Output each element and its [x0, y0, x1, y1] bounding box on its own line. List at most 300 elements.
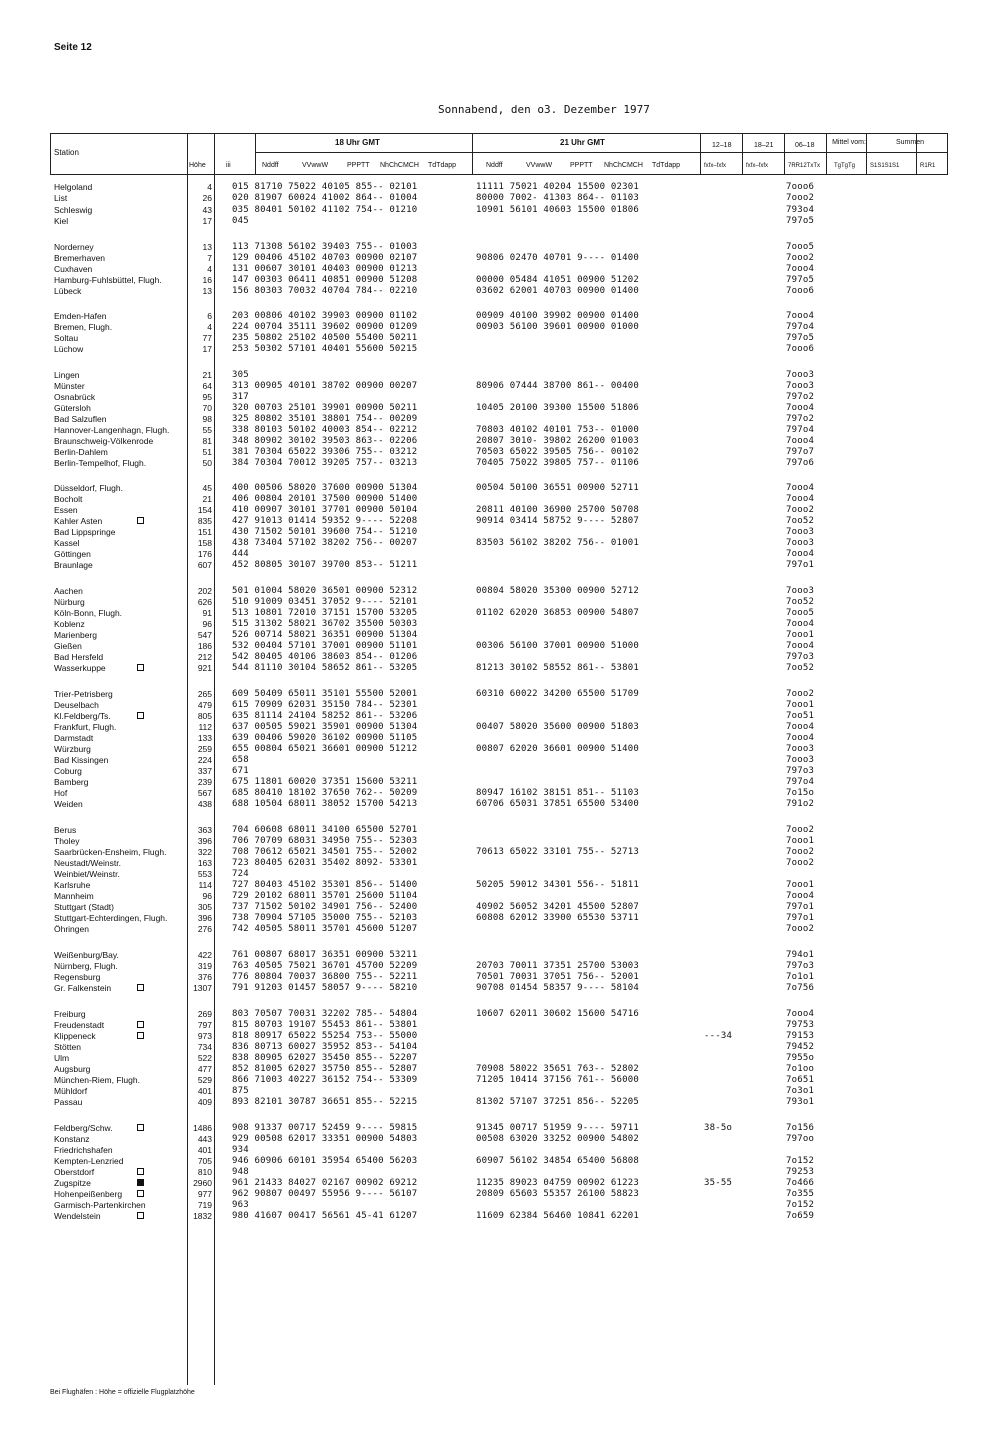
station-hoehe: 239	[197, 777, 212, 787]
mittel-value: 7ooo6	[786, 182, 815, 192]
station-name: Gr. Falkenstein	[54, 983, 112, 993]
station-name: Kassel	[54, 538, 80, 548]
station-name: Bad Salzuflen	[54, 414, 107, 424]
table-row	[0, 193, 950, 204]
obs-18-gmt: 763 40505 75021 36701 45700 52209	[232, 961, 418, 971]
station-hoehe: 1832	[193, 1211, 212, 1221]
square-marker	[137, 1124, 144, 1131]
obs-21-gmt: 81213 30102 58552 861-- 53801	[476, 663, 639, 673]
square-marker	[137, 1212, 144, 1219]
station-name: Freiburg	[54, 1009, 86, 1019]
mittel-value: 7ooo4	[786, 641, 815, 651]
table-row	[0, 253, 950, 264]
mittel-value: 7ooo1	[786, 630, 815, 640]
obs-18-gmt: 544 81110 30104 58652 861-- 53205	[232, 663, 418, 673]
obs-18-gmt: 526 00714 58021 36351 00900 51304	[232, 630, 418, 640]
station-name: Aachen	[54, 586, 83, 596]
station-name: Stuttgart-Echterdingen, Flugh.	[54, 913, 168, 923]
mittel-value: 7ooo2	[786, 253, 815, 263]
square-marker	[137, 517, 144, 524]
station-hoehe: 322	[197, 847, 212, 857]
station-name: Stötten	[54, 1042, 81, 1052]
mittel-value: 7ooo2	[786, 847, 815, 857]
station-name: Braunschweig-Völkenrode	[54, 436, 154, 446]
table-row	[0, 891, 950, 902]
station-name: Saarbrücken-Ensheim, Flugh.	[54, 847, 167, 857]
station-name: Soltau	[54, 333, 79, 343]
mittel-value: 7ooo3	[786, 527, 815, 537]
station-name: Essen	[54, 505, 78, 515]
header-station: Station	[54, 148, 79, 157]
obs-18-gmt: 147 00303 06411 40851 00900 51208	[232, 275, 418, 285]
station-hoehe: 202	[197, 586, 212, 596]
table-row	[0, 436, 950, 447]
obs-18-gmt: 235 50802 25102 40500 55400 50211	[232, 333, 418, 343]
table-row	[0, 311, 950, 322]
obs-18-gmt: 737 71502 50102 34901 756-- 52400	[232, 902, 418, 912]
mittel-value: 797oo	[786, 1134, 815, 1144]
obs-18-gmt: 742 40505 58011 35701 45600 51207	[232, 924, 418, 934]
obs-18-gmt: 658	[232, 755, 249, 765]
table-row	[0, 913, 950, 924]
table-row	[0, 858, 950, 869]
obs-18-gmt: 305	[232, 370, 249, 380]
station-name: Frankfurt, Flugh.	[54, 722, 117, 732]
station-name: Konstanz	[54, 1134, 90, 1144]
station-name: Osnabrück	[54, 392, 96, 402]
table-row	[0, 1189, 950, 1200]
station-name: Schleswig	[54, 205, 93, 215]
station-name: Münster	[54, 381, 85, 391]
mittel-value: 7ooo6	[786, 286, 815, 296]
station-hoehe: 114	[198, 880, 212, 890]
station-hoehe: 186	[197, 641, 212, 651]
station-hoehe: 259	[197, 744, 212, 754]
mittel-value: 7ooo4	[786, 891, 815, 901]
mittel-value: 7ooo1	[786, 836, 815, 846]
station-hoehe: 921	[197, 663, 212, 673]
square-marker	[137, 1190, 144, 1197]
mittel-value: 79253	[786, 1167, 815, 1177]
station-name: Kl.Feldberg/Ts.	[54, 711, 111, 721]
obs-18-gmt: 852 81005 62027 35750 855-- 52807	[232, 1064, 418, 1074]
mittel-value: 7ooo4	[786, 311, 815, 321]
station-hoehe: 95	[202, 392, 212, 402]
station-hoehe: 43	[202, 205, 212, 215]
station-name: Hof	[54, 788, 68, 798]
mittel-value: 7ooo2	[786, 858, 815, 868]
obs-21-gmt: 90708 01454 58357 9---- 58104	[476, 983, 639, 993]
mittel-value: 7ooo4	[786, 403, 815, 413]
square-marker	[137, 984, 144, 991]
header-mittel: Mittel vom:	[832, 139, 866, 146]
table-row	[0, 516, 950, 527]
obs-21-gmt: 00909 40100 39902 00900 01400	[476, 311, 639, 321]
mittel-value: 7955o	[786, 1053, 815, 1063]
obs-18-gmt: 325 80802 35101 38801 754-- 00209	[232, 414, 418, 424]
table-row	[0, 1145, 950, 1156]
obs-21-gmt: 40902 56052 34201 45500 52807	[476, 902, 639, 912]
table-row	[0, 425, 950, 436]
station-hoehe: 479	[197, 700, 212, 710]
obs-18-gmt: 020 81907 60024 41002 864-- 01004	[232, 193, 418, 203]
station-name: Braunlage	[54, 560, 93, 570]
header-nh-18: NhChCMCH	[380, 162, 419, 169]
station-hoehe: 522	[197, 1053, 212, 1063]
mittel-value: 794o1	[786, 950, 815, 960]
station-hoehe: 45	[202, 483, 212, 493]
obs-18-gmt: 400 00506 58020 37600 00900 51304	[232, 483, 418, 493]
station-hoehe: 163	[197, 858, 212, 868]
table-row	[0, 788, 950, 799]
obs-21-gmt: 20809 65603 55357 26100 58823	[476, 1189, 639, 1199]
mittel-value: 7ooo2	[786, 689, 815, 699]
obs-18-gmt: 542 80405 40106 38603 854-- 01206	[232, 652, 418, 662]
table-row	[0, 414, 950, 425]
footnote: Bei Flughäfen : Höhe = offizielle Flugplatzhöhe	[50, 1389, 195, 1396]
table-row	[0, 264, 950, 275]
station-hoehe: 805	[197, 711, 212, 721]
mittel-value: 7ooo5	[786, 608, 815, 618]
obs-18-gmt: 948	[232, 1167, 249, 1177]
obs-18-gmt: 671	[232, 766, 249, 776]
station-hoehe: 4	[207, 322, 212, 332]
table-row	[0, 1053, 950, 1064]
station-name: Weiden	[54, 799, 83, 809]
table-row	[0, 1200, 950, 1211]
obs-21-gmt: 90914 03414 58752 9---- 52807	[476, 516, 639, 526]
mittel-value: 7ooo1	[786, 880, 815, 890]
station-hoehe: 1307	[193, 983, 212, 993]
station-hoehe: 396	[197, 836, 212, 846]
obs-21-gmt: 60907 56102 34854 65400 56808	[476, 1156, 639, 1166]
obs-18-gmt: 513 10801 72010 37151 15700 53205	[232, 608, 418, 618]
table-row	[0, 458, 950, 469]
station-name: Düsseldorf, Flugh.	[54, 483, 123, 493]
table-row	[0, 700, 950, 711]
obs-21-gmt: 70613 65022 33101 755-- 52713	[476, 847, 639, 857]
mittel-value: 7o466	[786, 1178, 815, 1188]
table-row	[0, 494, 950, 505]
station-hoehe: 98	[202, 414, 212, 424]
obs-18-gmt: 501 01004 58020 36501 00900 52312	[232, 586, 418, 596]
mittel-value: 7ooo2	[786, 924, 815, 934]
station-hoehe: 438	[197, 799, 212, 809]
mittel-value: 7ooo3	[786, 538, 815, 548]
mittel-value: 793o4	[786, 205, 815, 215]
station-name: Bamberg	[54, 777, 89, 787]
obs-18-gmt: 980 41607 00417 56561 45-41 61207	[232, 1211, 418, 1221]
table-row	[0, 597, 950, 608]
mittel-value: 797o5	[786, 216, 815, 226]
obs-21-gmt: 90806 02470 40701 9---- 01400	[476, 253, 639, 263]
obs-18-gmt: 635 81114 24104 58252 861-- 53206	[232, 711, 418, 721]
station-hoehe: 363	[197, 825, 212, 835]
obs-21-gmt: 80947 16102 38151 851-- 51103	[476, 788, 639, 798]
mittel-value: 7o1oo	[786, 1064, 815, 1074]
obs-18-gmt: 338 80103 50102 40003 854-- 02212	[232, 425, 418, 435]
obs-18-gmt: 962 90807 00497 55956 9---- 56107	[232, 1189, 418, 1199]
obs-18-gmt: 156 80303 70032 40704 784-- 02210	[232, 286, 418, 296]
station-name: Berlin-Dahlem	[54, 447, 108, 457]
obs-18-gmt: 609 50409 65011 35101 55500 52001	[232, 689, 418, 699]
mittel-value: 7ooo2	[786, 505, 815, 515]
station-hoehe: 529	[197, 1075, 212, 1085]
station-name: Nürnberg, Flugh.	[54, 961, 118, 971]
obs-21-gmt: 60706 65031 37851 65500 53400	[476, 799, 639, 809]
station-name: Darmstadt	[54, 733, 94, 743]
obs-18-gmt: 532 00404 57101 37001 00900 51101	[232, 641, 418, 651]
obs-21-gmt: 11609 62384 56460 10841 62201	[476, 1211, 639, 1221]
table-row	[0, 333, 950, 344]
extremes-value: 38-5o	[704, 1123, 733, 1133]
header-tdtd-21: TdTdapp	[652, 162, 681, 169]
header-ppptt-21: PPPTT	[570, 162, 593, 169]
table-row	[0, 1123, 950, 1134]
square-marker	[137, 1021, 144, 1028]
station-name: Regensburg	[54, 972, 101, 982]
station-name: Berlin-Tempelhof, Flugh.	[54, 458, 147, 468]
obs-18-gmt: 129 00406 45102 40703 00900 02107	[232, 253, 418, 263]
table-row	[0, 630, 950, 641]
station-name: Augsburg	[54, 1064, 91, 1074]
obs-18-gmt: 427 91013 01414 59352 9---- 52208	[232, 516, 418, 526]
obs-18-gmt: 313 00905 40101 38702 00900 00207	[232, 381, 418, 391]
mittel-value: 7o156	[786, 1123, 815, 1133]
station-name: Berus	[54, 825, 77, 835]
station-name: Lingen	[54, 370, 80, 380]
station-name: Würzburg	[54, 744, 91, 754]
table-row	[0, 777, 950, 788]
square-marker	[137, 664, 144, 671]
header-tdtd-18: TdTdapp	[428, 162, 457, 169]
station-name: Weißenburg/Bay.	[54, 950, 119, 960]
mittel-value: 7ooo2	[786, 193, 815, 203]
obs-18-gmt: 655 00804 65021 36601 00900 51212	[232, 744, 418, 754]
mittel-value: 7o15o	[786, 788, 815, 798]
mittel-value: 7o3o1	[786, 1086, 815, 1096]
station-hoehe: 396	[197, 913, 212, 923]
mittel-value: 7ooo3	[786, 381, 815, 391]
obs-18-gmt: 908 91337 00717 52459 9---- 59815	[232, 1123, 418, 1133]
station-name: Neustadt/Weinstr.	[54, 858, 121, 868]
obs-18-gmt: 688 10504 68011 38052 15700 54213	[232, 799, 418, 809]
table-row	[0, 608, 950, 619]
table-row	[0, 1031, 950, 1042]
station-hoehe: 705	[197, 1156, 212, 1166]
station-hoehe: 6	[207, 311, 212, 321]
station-name: Koblenz	[54, 619, 85, 629]
mittel-value: 7ooo3	[786, 586, 815, 596]
station-hoehe: 4	[207, 182, 212, 192]
obs-21-gmt: 00000 05484 41051 00900 51202	[476, 275, 639, 285]
station-hoehe: 64	[202, 381, 212, 391]
table-row	[0, 242, 950, 253]
station-hoehe: 96	[202, 891, 212, 901]
station-hoehe: 81	[202, 436, 212, 446]
mittel-value: 7ooo6	[786, 344, 815, 354]
station-hoehe: 21	[202, 370, 212, 380]
obs-18-gmt: 045	[232, 216, 249, 226]
station-name: Lübeck	[54, 286, 82, 296]
table-row	[0, 403, 950, 414]
mittel-value: 797o4	[786, 425, 815, 435]
station-name: Lüchow	[54, 344, 84, 354]
table-row	[0, 1156, 950, 1167]
header-period-12-18: 12–18	[712, 142, 732, 149]
obs-18-gmt: 838 80905 62027 35450 855-- 52207	[232, 1053, 418, 1063]
station-name: List	[54, 193, 68, 203]
obs-21-gmt: 10901 56101 40603 15500 01806	[476, 205, 639, 215]
table-row	[0, 733, 950, 744]
table-row	[0, 1020, 950, 1031]
station-name: Kempten-Lenzried	[54, 1156, 124, 1166]
station-name: Klippeneck	[54, 1031, 96, 1041]
table-row	[0, 961, 950, 972]
table-row	[0, 1178, 950, 1189]
square-marker	[137, 1168, 144, 1175]
station-hoehe: 151	[197, 527, 212, 537]
station-hoehe: 17	[202, 344, 212, 354]
mittel-value: 7ooo5	[786, 242, 815, 252]
table-row	[0, 549, 950, 560]
table-row	[0, 560, 950, 571]
obs-21-gmt: 10405 20100 39300 15500 51806	[476, 403, 639, 413]
table-row	[0, 950, 950, 961]
obs-18-gmt: 685 80410 18102 37650 762-- 50209	[232, 788, 418, 798]
table-row	[0, 1211, 950, 1222]
station-hoehe: 265	[197, 689, 212, 699]
station-hoehe: 21	[202, 494, 212, 504]
station-hoehe: 133	[197, 733, 212, 743]
header-nddff-18: Nddff	[262, 162, 279, 169]
mittel-value: 7ooo4	[786, 1009, 815, 1019]
station-hoehe: 401	[197, 1145, 212, 1155]
obs-18-gmt: 803 70507 70031 32202 785-- 54804	[232, 1009, 418, 1019]
table-row	[0, 216, 950, 227]
mittel-value: 79153	[786, 1031, 815, 1041]
station-name: Öhringen	[54, 924, 89, 934]
obs-18-gmt: 131 00607 30101 40403 00900 01213	[232, 264, 418, 274]
extremes-value: 35-55	[704, 1178, 733, 1188]
obs-18-gmt: 761 00807 68017 36351 00900 53211	[232, 950, 418, 960]
mittel-value: 7ooo3	[786, 370, 815, 380]
obs-21-gmt: 01102 62020 36853 00900 54807	[476, 608, 639, 618]
station-hoehe: 443	[197, 1134, 212, 1144]
station-name: Tholey	[54, 836, 80, 846]
station-hoehe: 96	[202, 619, 212, 629]
station-hoehe: 337	[197, 766, 212, 776]
station-name: Friedrichshafen	[54, 1145, 113, 1155]
mittel-value: 793o1	[786, 1097, 815, 1107]
station-name: Marienberg	[54, 630, 97, 640]
station-name: Wendelstein	[54, 1211, 101, 1221]
obs-18-gmt: 929 00508 62017 33351 00900 54803	[232, 1134, 418, 1144]
station-hoehe: 176	[197, 549, 212, 559]
obs-21-gmt: 70803 40102 40101 753-- 01000	[476, 425, 639, 435]
station-name: Bocholt	[54, 494, 83, 504]
station-hoehe: 973	[197, 1031, 212, 1041]
mittel-value: 797o3	[786, 652, 815, 662]
obs-18-gmt: 875	[232, 1086, 249, 1096]
obs-21-gmt: 00306 56100 37001 00900 51000	[476, 641, 639, 651]
station-name: Karlsruhe	[54, 880, 91, 890]
mittel-value: 791o2	[786, 799, 815, 809]
station-name: Trier-Petrisberg	[54, 689, 113, 699]
obs-18-gmt: 510 91009 03451 37052 9---- 52101	[232, 597, 418, 607]
station-name: Bad Kissingen	[54, 755, 109, 765]
table-row	[0, 1134, 950, 1145]
station-name: Wasserkuppe	[54, 663, 106, 673]
station-hoehe: 2960	[193, 1178, 212, 1188]
header-summen: Summen	[896, 139, 925, 146]
obs-21-gmt: 70503 65022 39505 756-- 00102	[476, 447, 639, 457]
mittel-value: 797o2	[786, 392, 815, 402]
obs-21-gmt: 20807 3010- 39802 26200 01003	[476, 436, 639, 446]
mittel-value: 797o3	[786, 766, 815, 776]
table-row	[0, 275, 950, 286]
table-row	[0, 1086, 950, 1097]
station-name: Mannheim	[54, 891, 94, 901]
mittel-value: 7oo52	[786, 663, 815, 673]
table-row	[0, 1009, 950, 1020]
table-row	[0, 722, 950, 733]
mittel-value: 7oo52	[786, 516, 815, 526]
obs-21-gmt: 11235 89023 04759 00902 61223	[476, 1178, 639, 1188]
obs-21-gmt: 00407 58020 35600 00900 51803	[476, 722, 639, 732]
table-row	[0, 766, 950, 777]
station-hoehe: 269	[197, 1009, 212, 1019]
station-name: Feldberg/Schw.	[54, 1123, 113, 1133]
mittel-value: 797o1	[786, 913, 815, 923]
station-name: Hohenpeißenberg	[54, 1189, 123, 1199]
obs-18-gmt: 791 91203 01457 58057 9---- 58210	[232, 983, 418, 993]
table-row	[0, 1167, 950, 1178]
mittel-value: 7oo51	[786, 711, 815, 721]
obs-18-gmt: 836 80713 60027 35952 853-- 54104	[232, 1042, 418, 1052]
station-hoehe: 567	[197, 788, 212, 798]
table-row	[0, 972, 950, 983]
table-row	[0, 370, 950, 381]
mittel-value: 7ooo4	[786, 436, 815, 446]
obs-21-gmt: 71205 10414 37156 761-- 56000	[476, 1075, 639, 1085]
table-row	[0, 825, 950, 836]
obs-18-gmt: 815 80703 19107 55453 861-- 53801	[232, 1020, 418, 1030]
station-hoehe: 376	[197, 972, 212, 982]
station-name: Emden-Hafen	[54, 311, 107, 321]
obs-18-gmt: 430 71502 50101 39600 754-- 51210	[232, 527, 418, 537]
obs-18-gmt: 348 80902 30102 39503 863-- 02206	[232, 436, 418, 446]
station-name: Gütersloh	[54, 403, 91, 413]
station-hoehe: 13	[202, 286, 212, 296]
station-hoehe: 51	[202, 447, 212, 457]
station-name: Bad Lippspringe	[54, 527, 116, 537]
station-hoehe: 77	[202, 333, 212, 343]
obs-18-gmt: 637 00505 59021 35901 00900 51304	[232, 722, 418, 732]
station-name: Passau	[54, 1097, 83, 1107]
station-name: Göttingen	[54, 549, 91, 559]
table-row	[0, 1042, 950, 1053]
header-iii: iii	[226, 162, 231, 169]
obs-18-gmt: 729 20102 68011 35701 25600 51104	[232, 891, 418, 901]
table-row	[0, 381, 950, 392]
obs-18-gmt: 317	[232, 392, 249, 402]
obs-18-gmt: 893 82101 30787 36651 855-- 52215	[232, 1097, 418, 1107]
obs-18-gmt: 406 00804 20101 37500 00900 51400	[232, 494, 418, 504]
table-row	[0, 344, 950, 355]
header-f-summen-1: S1S1S1S1	[870, 163, 900, 169]
obs-18-gmt: 452 80805 30107 39700 853-- 51211	[232, 560, 418, 570]
